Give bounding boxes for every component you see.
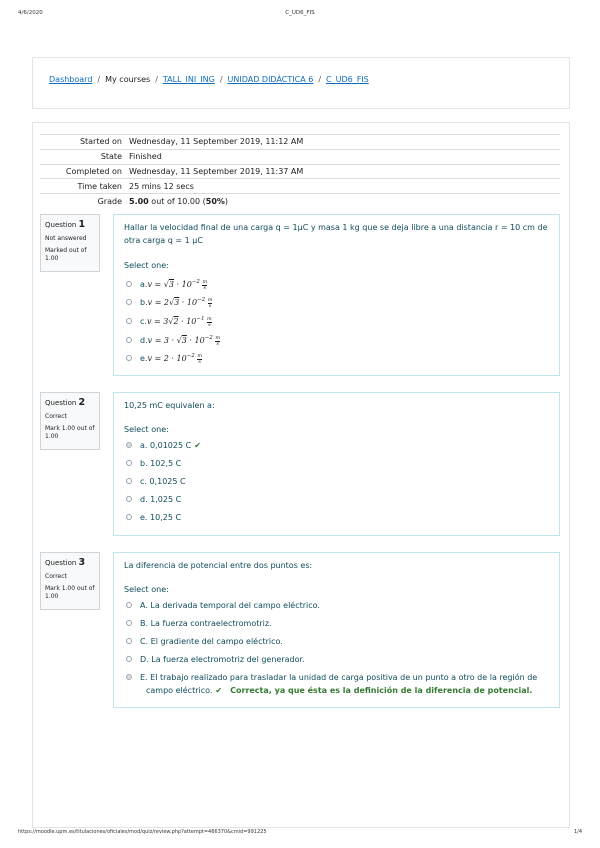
select-one-label: Select one:	[124, 585, 169, 594]
radio-button[interactable]	[126, 337, 132, 343]
breadcrumb-my-courses: My courses	[105, 75, 151, 84]
question-mark: Mark 1.00 out of 1.00	[45, 585, 95, 600]
feedback-text: Correcta, ya que ésta es la definición de la diferencia de potencial.	[230, 686, 533, 695]
answer-option[interactable]: B. La fuerza contraelectromotriz.	[126, 617, 549, 630]
answer-option[interactable]: c. 0,1025 C	[126, 475, 549, 488]
summary-row: State Finished	[40, 149, 560, 164]
question-1-content	[113, 214, 560, 376]
answer-option[interactable]: $a.v = √3 \cdot 10^{-2}$ $\frac{m}{s}$	[126, 276, 549, 291]
question-3-content	[113, 552, 560, 708]
check-icon: ✔	[194, 441, 201, 450]
answer-option[interactable]: A. La derivada temporal del campo eléctrico.	[126, 599, 549, 612]
breadcrumb-course[interactable]: TALL_INI_ING	[162, 75, 215, 84]
question-2-content	[113, 392, 560, 536]
answer-option[interactable]: $b.v = 2√3 \cdot 10^{-2}$ $\frac{m}{s}$	[126, 294, 549, 309]
radio-button[interactable]	[126, 638, 132, 644]
answer-option[interactable]: $e.v = 2 \cdot 10^{-2}$ $\frac{m}{s}$	[126, 350, 549, 365]
radio-button[interactable]	[126, 460, 132, 466]
answer-option[interactable]: e. 10,25 C	[126, 511, 549, 524]
question-1-info: Question 1 Not answered Marked out of 1.00	[40, 214, 100, 272]
summary-row: Completed on Wednesday, 11 September 2019, 11:37 AM	[40, 164, 560, 179]
radio-button[interactable]	[126, 318, 132, 324]
question-mark: Marked out of 1.00	[45, 247, 87, 262]
question-2-info: Question 2 Correct Mark 1.00 out of 1.00	[40, 392, 100, 450]
print-date: 4/6/2020	[18, 10, 43, 16]
summary-row: Time taken 25 mins 12 secs	[40, 179, 560, 194]
radio-button[interactable]	[126, 299, 132, 305]
select-one-label: Select one:	[124, 261, 169, 270]
check-icon: ✔	[215, 686, 223, 695]
breadcrumb: Dashboard / My courses / TALL_INI_ING / UNIDAD DIDÁCTICA 6 / C_UD6_FIS	[49, 75, 369, 84]
answer-option[interactable]: D. La fuerza electromotriz del generador.	[126, 653, 549, 666]
question-status: Correct	[45, 413, 67, 420]
answer-option-selected[interactable]: a. 0,01025 C ✔	[126, 439, 549, 452]
breadcrumb-dashboard[interactable]: Dashboard	[49, 75, 93, 84]
print-page: 1/4	[573, 829, 582, 835]
answer-option-selected[interactable]: E. El trabajo realizado para trasladar la unidad de carga positiva de un punto a otro de la región de campo eléctrico. ✔ Correcta, ya que ésta es la definición de la diferencia de potencial.	[126, 671, 549, 697]
answer-option[interactable]: $d.v = 3 \cdot √3 \cdot 10^{-2}$ $\frac{m}{s}$	[126, 332, 549, 347]
answer-option[interactable]: C. El gradiente del campo eléctrico.	[126, 635, 549, 648]
print-url: https://moodle.upm.es/titulaciones/oficiales/mod/quiz/review.php?attempt=466370&cmid=991225	[18, 829, 267, 835]
answer-option[interactable]: b. 102,5 C	[126, 457, 549, 470]
radio-button[interactable]	[126, 355, 132, 361]
radio-button[interactable]	[126, 281, 132, 287]
answer-option[interactable]: d. 1,025 C	[126, 493, 549, 506]
question-text: La diferencia de potencial entre dos puntos es:	[124, 561, 313, 570]
question-mark: Mark 1.00 out of 1.00	[45, 425, 95, 440]
question-text: 10,25 mC equivalen a:	[124, 401, 215, 410]
radio-button-checked[interactable]	[126, 442, 132, 448]
summary-row-grade: Grade 5.00 out of 10.00 (50%)	[40, 194, 560, 208]
print-title: C_UD6_FIS	[285, 10, 315, 16]
select-one-label: Select one:	[124, 425, 169, 434]
radio-button[interactable]	[126, 496, 132, 502]
radio-button[interactable]	[126, 602, 132, 608]
radio-button[interactable]	[126, 514, 132, 520]
question-text: Hallar la velocidad final de una carga q = 1μC y masa 1 kg que se deja libre a una distancia r = 10 cm de otra carga q = 1 μC	[124, 223, 548, 245]
breadcrumb-quiz[interactable]: C_UD6_FIS	[326, 75, 369, 84]
radio-button[interactable]	[126, 478, 132, 484]
question-status: Not answered	[45, 235, 87, 242]
answer-option[interactable]: $c.v = 3√2 \cdot 10^{-1}$ $\frac{m}{s}$	[126, 313, 549, 328]
question-status: Correct	[45, 573, 67, 580]
question-3-info: Question 3 Correct Mark 1.00 out of 1.00	[40, 552, 100, 610]
radio-button[interactable]	[126, 656, 132, 662]
summary-row: Started on Wednesday, 11 September 2019, 11:12 AM	[40, 135, 560, 150]
radio-button[interactable]	[126, 620, 132, 626]
radio-button-checked[interactable]	[126, 674, 132, 680]
breadcrumb-unit[interactable]: UNIDAD DIDÁCTICA 6	[227, 75, 314, 84]
attempt-summary-table	[40, 134, 560, 208]
breadcrumb-card	[32, 57, 570, 109]
